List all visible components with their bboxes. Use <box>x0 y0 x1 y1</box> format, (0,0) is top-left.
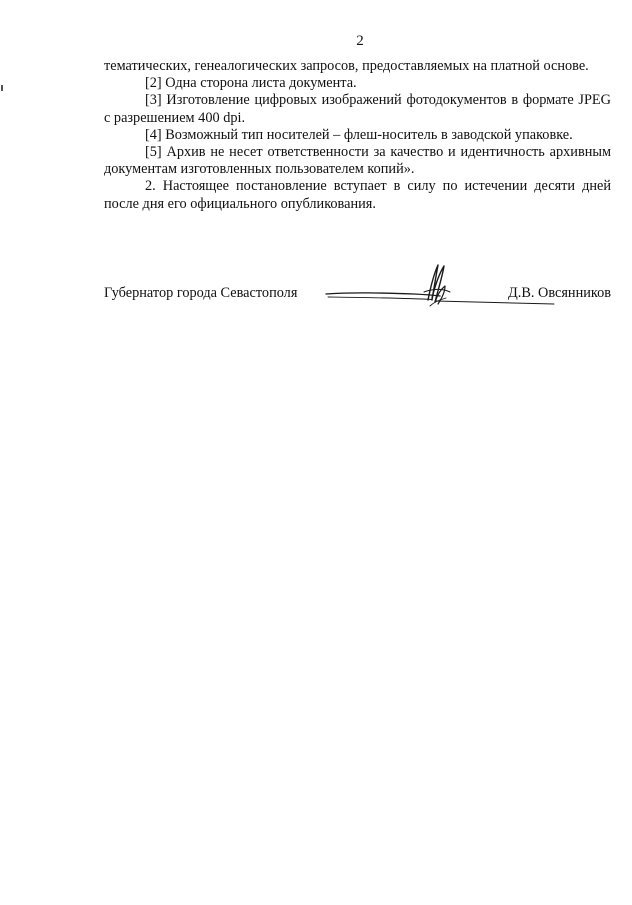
scan-artifact-mark <box>1 85 3 91</box>
paragraph-continuation: тематических, генеалогических запросов, предоставляемых на платной основе. <box>104 58 589 74</box>
footnote-4: [4] Возможный тип носителей – флеш-носитель в заводской упаковке. <box>145 126 573 143</box>
page-number: 2 <box>356 33 364 49</box>
footnote-2: [2] Одна сторона листа документа. <box>145 75 357 92</box>
footnote-5: [5] Архив не несет ответственности за качество и идентичность архивным документам изготовленных пользователем копий». <box>104 144 611 178</box>
footnote-3: [3] Изготовление цифровых изображений фотодокументов в формате JPEG с разрешением 400 dpi. <box>104 92 611 126</box>
signatory-position: Губернатор города Севастополя <box>104 285 298 301</box>
handwritten-signature-icon <box>324 262 556 312</box>
signatory-name: Д.В. Овсянников <box>508 285 611 301</box>
clause-2: 2. Настоящее постановление вступает в силу по истечении десяти дней после дня его официального опубликования. <box>104 178 611 212</box>
document-body <box>104 58 611 213</box>
